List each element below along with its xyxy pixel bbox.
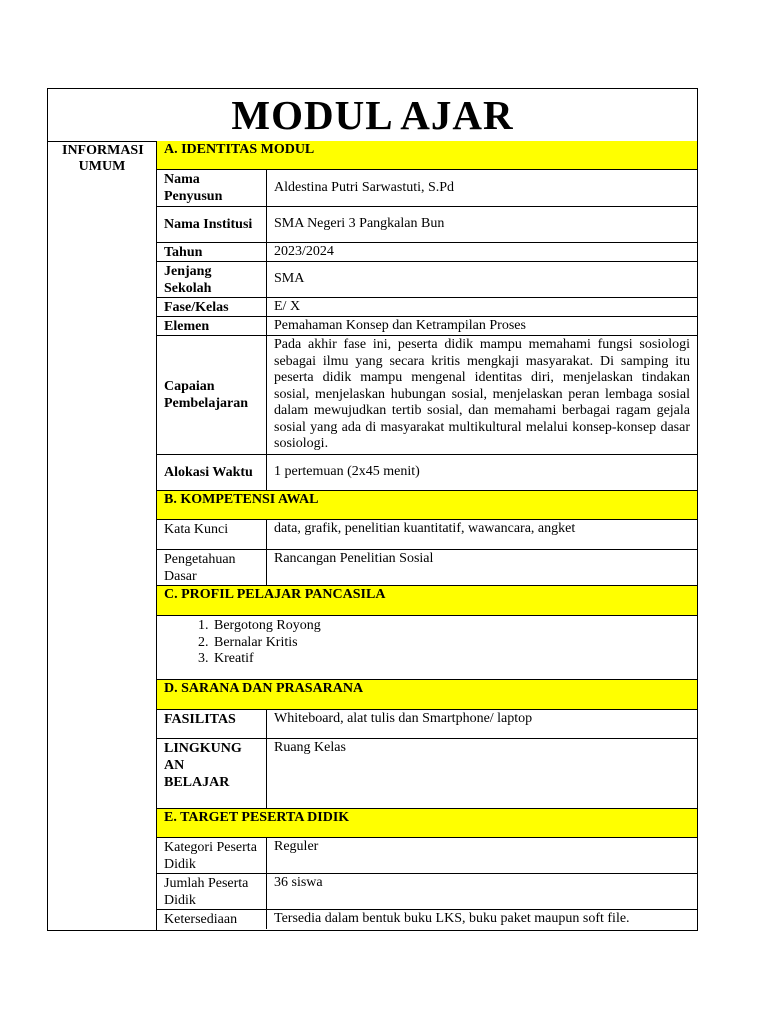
- fase-label: Fase/Kelas: [157, 298, 267, 316]
- fasilitas-value: Whiteboard, alat tulis dan Smartphone/ laptop: [274, 711, 533, 726]
- section-target-peserta: E. TARGET PESERTA DIDIK: [157, 809, 697, 838]
- jenjang-label: Jenjang Sekolah: [157, 262, 267, 297]
- elemen-value: Pemahaman Konsep dan Ketrampilan Proses: [274, 317, 526, 333]
- table-row: [157, 207, 697, 243]
- capaian-label: Capaian Pembelajaran: [157, 336, 267, 454]
- list-item: 3. Kreatif: [212, 651, 697, 668]
- profil-list-row: [157, 616, 697, 680]
- kategori-label: Kategori Peserta Didik: [157, 838, 267, 873]
- informasi-umum-label: INFORMASI UMUM: [62, 143, 144, 174]
- table-row: [157, 298, 697, 317]
- pengetahuan-label: Pengetahuan Dasar: [157, 550, 267, 585]
- table-row: [157, 170, 697, 207]
- ketersediaan-value: Tersedia dalam bentuk buku LKS, buku paket maupun soft file.: [274, 911, 630, 926]
- fase-value: E/ X: [274, 298, 301, 314]
- info-table: [157, 141, 697, 929]
- list-item: 1. Bergotong Royong: [212, 618, 697, 635]
- section-kompetensi-awal: B. KOMPETENSI AWAL: [157, 491, 697, 520]
- table-row: [157, 739, 697, 809]
- section-profil-pelajar: C. PROFIL PELAJAR PANCASILA: [157, 586, 697, 616]
- table-row: [157, 838, 697, 874]
- list-item: 2. Bernalar Kritis: [212, 635, 697, 652]
- jenjang-value: SMA: [274, 271, 305, 287]
- left-column: [48, 141, 157, 930]
- section-sarana-prasarana: D. SARANA DAN PRASARANA: [157, 680, 697, 710]
- ketersediaan-label: Ketersediaan: [157, 910, 267, 929]
- penyusun-label: Nama Penyusun: [157, 170, 267, 206]
- lingkungan-value: Ruang Kelas: [274, 740, 346, 755]
- elemen-label: Elemen: [157, 317, 267, 335]
- table-row: [157, 336, 697, 455]
- table-row: [157, 550, 697, 586]
- jumlah-value: 36 siswa: [274, 875, 323, 890]
- table-row: [157, 710, 697, 739]
- table-row: [157, 317, 697, 336]
- kata-kunci-label: Kata Kunci: [157, 520, 267, 549]
- lingkungan-label: LINGKUNG AN BELAJAR: [157, 739, 267, 808]
- tahun-label: Tahun: [157, 243, 267, 261]
- section-identitas-modul: A. IDENTITAS MODUL: [157, 141, 697, 170]
- capaian-value: Pada akhir fase ini, peserta didik mampu memahami fungsi sosiologi sebagai ilmu yang secara kritis mengkaji masyarakat. Di samping itu peserta didik mampu mengenal identitas diri, menjelaskan tindakan sosial, menjelaskan hubungan sosial, menjelaskan peran lembaga sosial dalam mewujudkan tertib sosial, dan memahami berbagai ragam gejala sosial yang ada di masyarakat multikultural melalui konsep-konsep dasar sosiologi.: [274, 337, 690, 451]
- alokasi-value: 1 pertemuan (2x45 menit): [274, 464, 420, 480]
- tahun-value: 2023/2024: [274, 243, 334, 259]
- institusi-label: Nama Institusi: [157, 207, 267, 242]
- penyusun-value: Aldestina Putri Sarwastuti, S.Pd: [274, 179, 455, 195]
- page-title: MODUL AJAR: [48, 89, 697, 142]
- table-row: [157, 910, 697, 929]
- table-row: [157, 262, 697, 298]
- fasilitas-label: FASILITAS: [157, 710, 267, 738]
- document-page: [47, 88, 698, 931]
- alokasi-label: Alokasi Waktu: [157, 455, 267, 490]
- jumlah-label: Jumlah Peserta Didik: [157, 874, 267, 909]
- kategori-value: Reguler: [274, 839, 319, 854]
- kata-kunci-value: data, grafik, penelitian kuantitatif, wawancara, angket: [274, 521, 576, 536]
- profil-list: [157, 616, 697, 668]
- table-row: [157, 874, 697, 910]
- table-row: [157, 243, 697, 262]
- pengetahuan-value: Rancangan Penelitian Sosial: [274, 551, 434, 566]
- table-row: [157, 520, 697, 550]
- institusi-value: SMA Negeri 3 Pangkalan Bun: [274, 216, 445, 232]
- table-row: [157, 455, 697, 491]
